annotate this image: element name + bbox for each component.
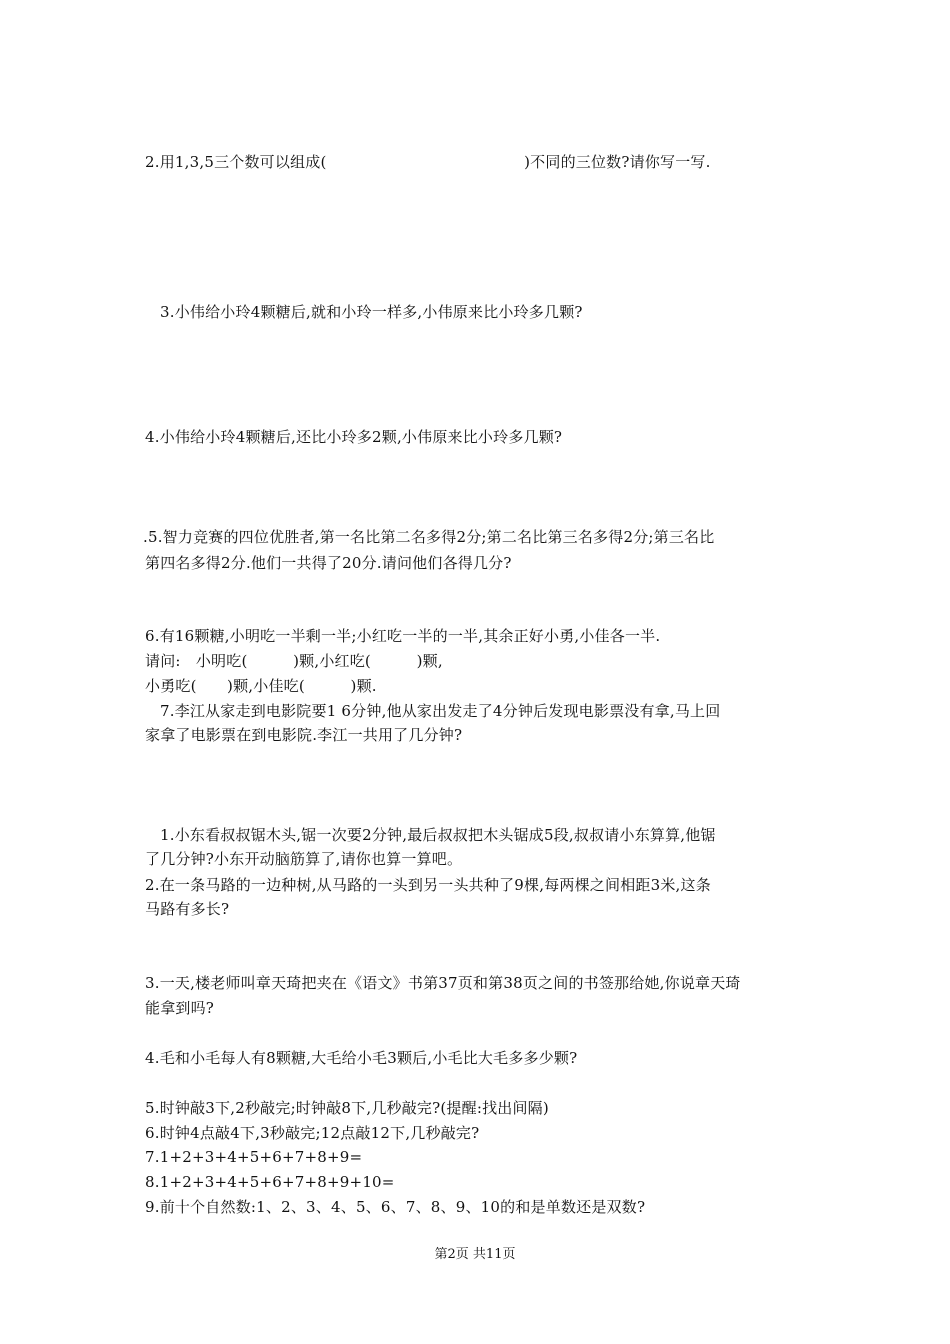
question-7-line-2: 家拿了电影票在到电影院.李江一共用了几分钟? <box>145 726 463 744</box>
problem-1-line-1: 1.小东看叔叔锯木头,锯一次要2分钟,最后叔叔把木头锯成5段,叔叔请小东算算,他锯 <box>160 826 716 844</box>
page-footer: 第2页 共11页 <box>434 1247 516 1262</box>
question-7-line-1: 7.李江从家走到电影院要1 6分钟,他从家出发走了4分钟后发现电影票没有拿,马上回 <box>160 702 721 720</box>
question-2: 2.用1,3,5三个数可以组成( )不同的三位数?请你写一写. <box>145 153 711 171</box>
question-3: 3.小伟给小玲4颗糖后,就和小玲一样多,小伟原来比小玲多几颗? <box>160 303 583 321</box>
question-5-line-2: 第四名多得2分.他们一共得了20分.请问他们各得几分? <box>145 554 512 572</box>
question-4: 4.小伟给小玲4颗糖后,还比小玲多2颗,小伟原来比小玲多几颗? <box>145 428 563 446</box>
problem-5: 5.时钟敲3下,2秒敲完;时钟敲8下,几秒敲完?(提醒:找出间隔) <box>145 1099 549 1117</box>
problem-3-line-2: 能拿到吗? <box>145 999 215 1017</box>
question-5-line-1: .5.智力竞赛的四位优胜者,第一名比第二名多得2分;第二名比第三名多得2分;第三名比 <box>143 528 715 546</box>
problem-6: 6.时钟4点敲4下,3秒敲完;12点敲12下,几秒敲完? <box>145 1124 480 1142</box>
problem-4: 4.毛和小毛每人有8颗糖,大毛给小毛3颗后,小毛比大毛多多少颗? <box>145 1049 578 1067</box>
problem-7: 7.1+2+3+4+5+6+7+8+9= <box>145 1148 363 1166</box>
problem-2-line-1: 2.在一条马路的一边种树,从马路的一头到另一头共种了9棵,每两棵之间相距3米,这条 <box>145 876 711 894</box>
question-6-line-1: 6.有16颗糖,小明吃一半剩一半;小红吃一半的一半,其余正好小勇,小佳各一半. <box>145 627 661 645</box>
problem-1-line-2: 了几分钟?小东开动脑筋算了,请你也算一算吧。 <box>145 850 463 868</box>
problem-9: 9.前十个自然数:1、2、3、4、5、6、7、8、9、10的和是单数还是双数? <box>145 1198 646 1216</box>
question-6-line-3: 小勇吃( )颗,小佳吃( )颗. <box>145 677 377 695</box>
question-6-line-2: 请问: 小明吃( )颗,小红吃( )颗, <box>145 652 443 670</box>
problem-8: 8.1+2+3+4+5+6+7+8+9+10= <box>145 1173 395 1191</box>
problem-2-line-2: 马路有多长? <box>145 900 230 918</box>
problem-3-line-1: 3.一天,楼老师叫章天琦把夹在《语文》书第37页和第38页之间的书签那给她,你说章天琦 <box>145 974 741 992</box>
